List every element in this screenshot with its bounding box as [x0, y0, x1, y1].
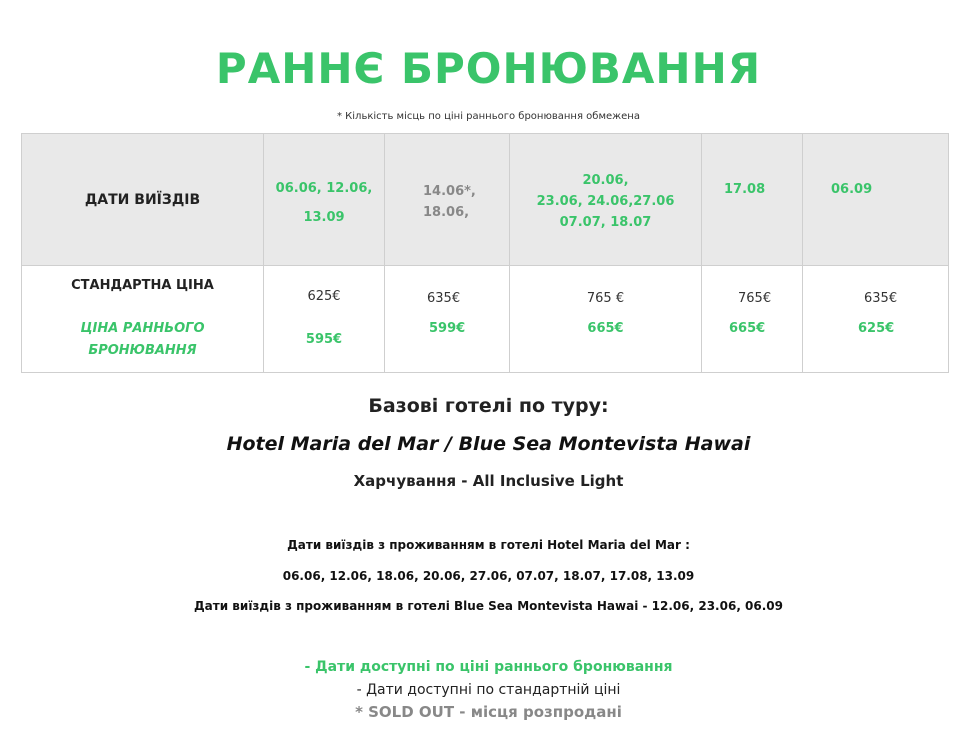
price-table: [21, 133, 949, 373]
blue-sea-dates: Дати виїздів з проживанням в готелі Blue Sea Montevista Hawai - 12.06, 23.06, 06.09: [193, 599, 784, 613]
date-line: 23.06, 24.06,27.06: [536, 194, 675, 209]
price-cell: [264, 266, 385, 373]
early-price-label-line: БРОНЮВАННЯ: [88, 343, 197, 358]
date-cell: [385, 134, 510, 266]
meals-info: Харчування - All Inclusive Light: [353, 472, 624, 490]
early-price: 665€: [587, 321, 624, 336]
price-cell: [510, 266, 702, 373]
date-cell: [702, 134, 803, 266]
early-price: 595€: [305, 332, 343, 347]
standard-price: 625€: [307, 289, 341, 304]
date-cell: [803, 134, 949, 266]
date-line: 07.07, 18.07: [559, 215, 652, 230]
maria-del-mar-dates: 06.06, 12.06, 18.06, 20.06, 27.06, 07.07, 18.07, 17.08, 13.09: [282, 569, 695, 583]
maria-del-mar-heading: Дати виїздів з проживанням в готелі Hotel Maria del Mar :: [287, 538, 690, 552]
standard-price: 635€: [427, 291, 461, 306]
standard-price-label: СТАНДАРТНА ЦІНА: [71, 278, 214, 293]
price-cell: [803, 266, 949, 373]
legend-sold-out: * SOLD OUT - місця розпродані: [355, 703, 622, 721]
date-cell: [264, 134, 385, 266]
standard-price: 765 €: [586, 291, 625, 306]
date-line: 14.06*,: [423, 183, 476, 199]
date-cell: [510, 134, 702, 266]
prices-row: [22, 266, 949, 373]
date-line: 06.06, 12.06,: [275, 180, 373, 196]
date-line: 17.08: [724, 182, 766, 197]
availability-note: * Кількість місць по ціні раннього бронювання обмежена: [337, 111, 640, 122]
date-line: 13.09: [303, 209, 345, 225]
early-price-label-line: ЦІНА РАННЬОГО: [80, 321, 205, 336]
early-price-label: [22, 318, 263, 362]
price-cell: [385, 266, 510, 373]
early-price: 625€: [858, 321, 895, 336]
page-title: РАННЄ БРОНЮВАННЯ: [215, 44, 762, 93]
standard-price: 635€: [864, 291, 898, 306]
date-line: 18.06,: [423, 204, 470, 220]
date-line: 06.09: [831, 182, 873, 197]
early-price: 599€: [429, 321, 466, 336]
dates-label: ДАТИ ВИЇЗДІВ: [22, 134, 264, 266]
hotels-names: Hotel Maria del Mar / Blue Sea Montevista Hawai: [226, 433, 751, 455]
early-price: 665€: [729, 321, 766, 336]
standard-price: 765€: [738, 291, 772, 306]
hotels-heading: Базові готелі по туру:: [368, 395, 609, 417]
legend-standard-price: - Дати доступні по стандартній ціні: [356, 682, 621, 698]
date-line: 20.06,: [582, 173, 629, 188]
price-cell: [702, 266, 803, 373]
legend-early-booking: - Дати доступні по ціні раннього бронювання: [304, 659, 673, 675]
dates-row: [22, 134, 949, 266]
price-labels-cell: [22, 266, 264, 373]
